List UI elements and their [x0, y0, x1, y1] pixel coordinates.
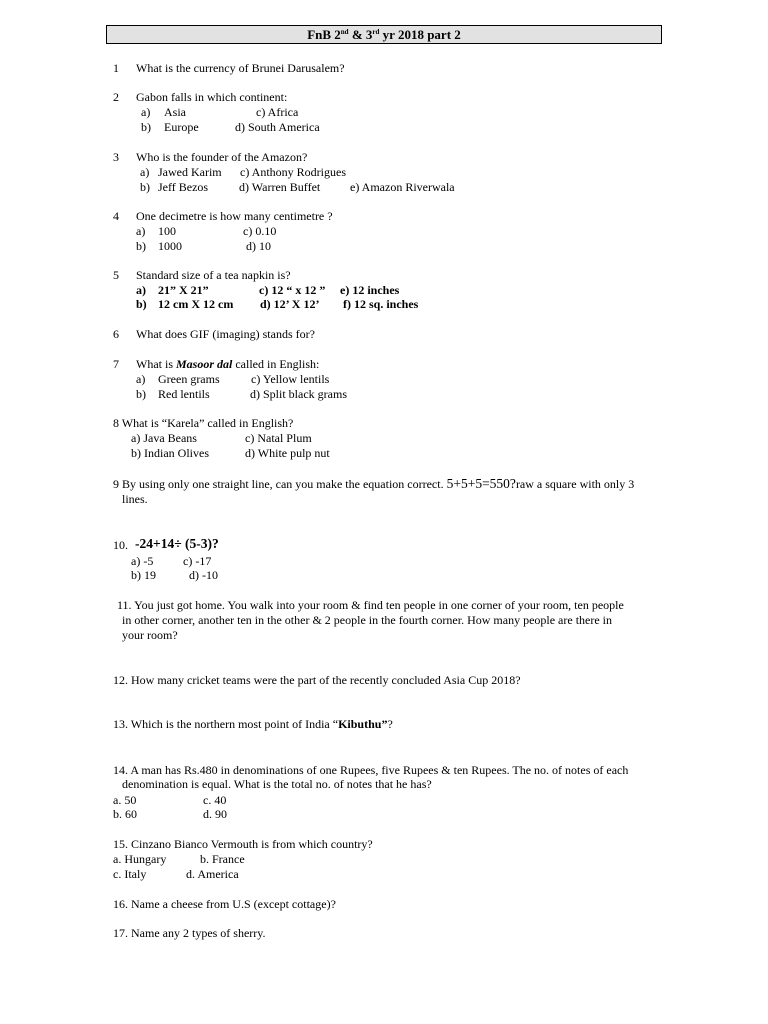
option-b: b) Indian Olives: [131, 446, 209, 460]
option-label: a): [141, 105, 151, 119]
option-b: b) 19: [131, 568, 156, 582]
option-b: 12 cm X 12 cm: [158, 297, 234, 311]
option-label: a): [136, 283, 146, 297]
option-b: Red lentils: [158, 387, 210, 401]
option-a: Green grams: [158, 372, 220, 386]
question-text: 17. Name any 2 types of sherry.: [113, 926, 266, 940]
option-d: d) Warren Buffet: [239, 180, 321, 194]
question-number: 10.: [113, 538, 128, 552]
question-text: 13. Which is the northern most point of India “Kibuthu”?: [113, 717, 393, 731]
option-c: c) Anthony Rodrigues: [240, 165, 346, 179]
option-c: c. 40: [203, 793, 227, 807]
option-a: 100: [158, 224, 176, 238]
option-label: b): [140, 180, 150, 194]
option-b: b. France: [200, 852, 245, 866]
option-d: d) White pulp nut: [245, 446, 330, 460]
question-number: 1: [113, 61, 119, 75]
option-a: Jawed Karim: [158, 165, 222, 179]
option-label: b): [136, 387, 146, 401]
question-text: 15. Cinzano Bianco Vermouth is from which country?: [113, 837, 373, 851]
question-number: 4: [113, 209, 119, 223]
option-b: Europe: [164, 120, 199, 134]
option-label: b): [141, 120, 151, 134]
question-text: Standard size of a tea napkin is?: [136, 268, 291, 282]
option-a: a. 50: [113, 793, 137, 807]
option-a: 21” X 21”: [158, 283, 209, 297]
option-c: c) Yellow lentils: [251, 372, 330, 386]
option-a: a) Java Beans: [131, 431, 197, 445]
option-a: Asia: [164, 105, 186, 119]
question-text: 14. A man has Rs.480 in denominations of one Rupees, five Rupees & ten Rupees. The no. of notes of each: [113, 763, 629, 777]
option-d: d) -10: [189, 568, 218, 582]
option-d: d) Split black grams: [250, 387, 347, 401]
option-d: d) South America: [235, 120, 320, 134]
option-c: c) Natal Plum: [245, 431, 312, 445]
question-text: 8 What is “Karela” called in English?: [113, 416, 294, 430]
option-e: e) Amazon Riverwala: [350, 180, 455, 194]
question-text-continued: lines.: [122, 492, 148, 506]
option-c: c) -17: [183, 554, 212, 568]
option-a: a) -5: [131, 554, 154, 568]
question-text: 16. Name a cheese from U.S (except cottage)?: [113, 897, 336, 911]
question-number: 2: [113, 90, 119, 104]
question-text: What does GIF (imaging) stands for?: [136, 327, 315, 341]
option-c: c) Africa: [256, 105, 299, 119]
option-f: f) 12 sq. inches: [343, 297, 419, 311]
question-expression: -24+14÷ (5-3)?: [135, 536, 219, 551]
question-text: 12. How many cricket teams were the part of the recently concluded Asia Cup 2018?: [113, 673, 521, 687]
option-d: d. 90: [203, 807, 227, 821]
question-number: 3: [113, 150, 119, 164]
option-label: a): [140, 165, 150, 179]
question-text: Who is the founder of the Amazon?: [136, 150, 308, 164]
option-b: 1000: [158, 239, 182, 253]
question-text-continued: denomination is equal. What is the total no. of notes that he has?: [122, 777, 432, 791]
question-number: 6: [113, 327, 119, 341]
question-text: 11. You just got home. You walk into your room & find ten people in one corner of your room, ten people: [117, 598, 624, 612]
option-b: b. 60: [113, 807, 137, 821]
option-e: e) 12 inches: [340, 283, 400, 297]
option-d: d) 12’ X 12’: [260, 297, 320, 311]
option-label: a): [136, 224, 146, 238]
question-number: 7: [113, 357, 119, 371]
question-text: Gabon falls in which continent:: [136, 90, 288, 104]
question-text-continued: your room?: [122, 628, 178, 642]
question-number: 5: [113, 268, 119, 282]
question-text-continued: in other corner, another ten in the other & 2 people in the fourth corner. How many people are there in: [122, 613, 613, 627]
question-text: What is the currency of Brunei Darusalem?: [136, 61, 345, 75]
option-a: a. Hungary: [113, 852, 167, 866]
option-c: c. Italy: [113, 867, 147, 881]
page-title: FnB 2nd & 3rd yr 2018 part 2: [106, 25, 662, 44]
option-d: d) 10: [246, 239, 271, 253]
option-label: b): [136, 239, 146, 253]
question-text: 9 By using only one straight line, can you make the equation correct. 5+5+5=550?raw a square with only 3: [113, 476, 635, 491]
option-label: b): [136, 297, 147, 311]
option-d: d. America: [186, 867, 239, 881]
question-text: One decimetre is how many centimetre ?: [136, 209, 333, 223]
option-label: a): [136, 372, 146, 386]
option-c: c) 12 “ x 12 ”: [259, 283, 326, 297]
option-c: c) 0.10: [243, 224, 277, 238]
option-b: Jeff Bezos: [158, 180, 209, 194]
question-text: What is Masoor dal called in English:: [136, 357, 320, 371]
